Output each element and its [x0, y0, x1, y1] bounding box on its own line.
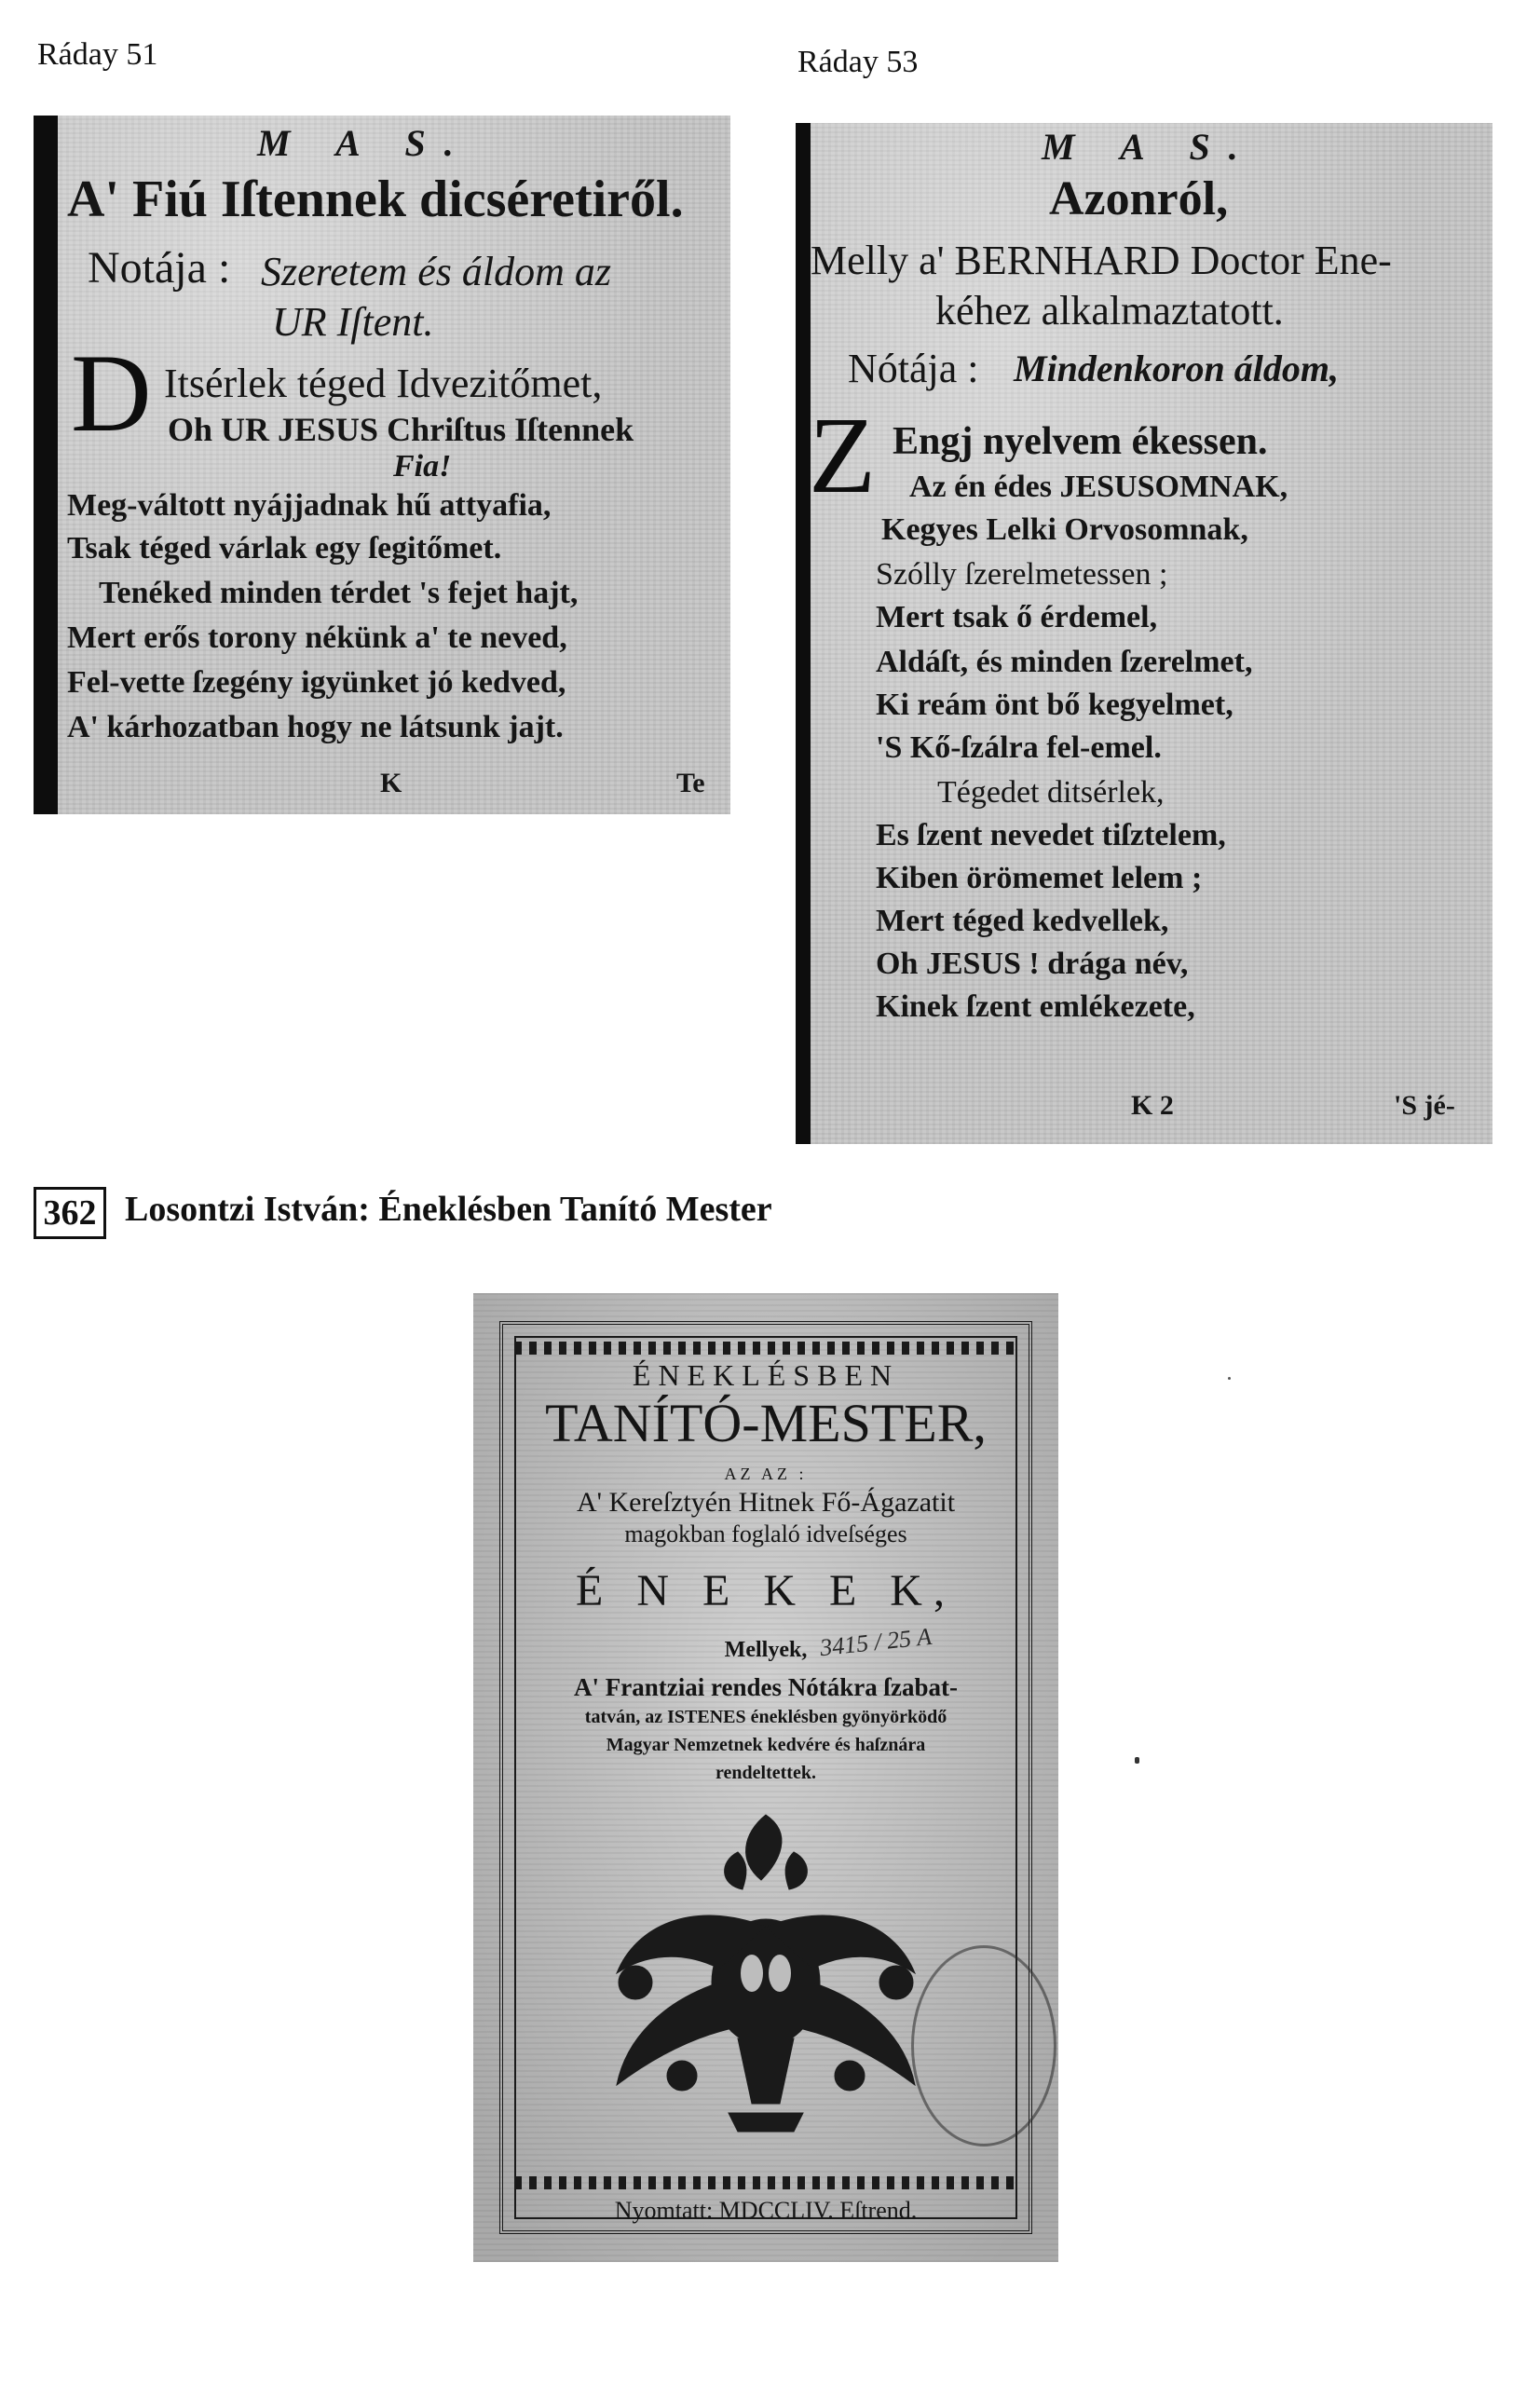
scan-left-page	[34, 116, 730, 814]
left-header: M A S.	[257, 122, 472, 164]
right-line-8: 'S Kő-ſzálra fel-emel.	[876, 730, 1162, 765]
right-line-9: Tégedet ditsérlek,	[937, 775, 1165, 810]
right-line-5: Mert tsak ő érdemel,	[876, 600, 1158, 634]
tp-imprint: Nyomtatt: MDCCLIV. Eſtrend.	[614, 2197, 918, 2224]
right-line-6: Aldáſt, és minden ſzerelmet,	[876, 645, 1253, 679]
right-line-12: Mert téged kedvellek,	[876, 904, 1169, 938]
item-heading: Losontzi István: Éneklésben Tanító Mester	[125, 1190, 772, 1229]
tp-line-8: A' Frantziai rendes Nótákra ſzabat-	[574, 1673, 958, 1701]
tp-line-3: AZ AZ :	[724, 1465, 808, 1483]
left-line-2: Oh UR JESUS Chriſtus Iſtennek	[168, 411, 634, 448]
left-line-4: Meg-váltott nyájjadnak hű attyafia,	[67, 488, 552, 523]
library-stamp	[911, 1945, 1056, 2146]
tp-line-4: A' Kereſztyén Hitnek Fő-Ágazatit	[576, 1487, 956, 1518]
right-subtitle-1: Melly a' BERNHARD Doctor Ene-	[811, 238, 1392, 283]
tp-line-6: É N E K E K,	[576, 1566, 956, 1615]
floral-ornament-illustration	[579, 1796, 952, 2150]
speck-dot	[1228, 1377, 1231, 1380]
left-tune-label: Notája :	[88, 243, 231, 293]
tp-line-1: ÉNEKLÉSBEN	[632, 1358, 900, 1392]
left-tune-name: Szeretem és áldom az	[261, 249, 611, 294]
tp-line-9: tatván, az ISTENES éneklésben gyönyörködő	[584, 1707, 947, 1727]
right-header: M A S.	[1042, 126, 1257, 168]
tp-line-11: rendeltettek.	[715, 1763, 816, 1783]
left-line-7: Mert erős torony nékünk a' te neved,	[67, 620, 567, 655]
tp-line-7: Mellyek,	[724, 1638, 808, 1662]
right-title: Azonról,	[1049, 172, 1229, 225]
title-page-scan	[473, 1293, 1058, 2262]
left-drop-cap: D	[71, 331, 152, 455]
right-line-2: Az én édes JESUSOMNAK,	[909, 470, 1288, 504]
item-number-box: 362	[34, 1187, 106, 1239]
right-tune-label: Nótája :	[848, 346, 979, 391]
left-line-5: Tsak téged várlak egy ſegitőmet.	[67, 531, 502, 566]
tp-line-10: Magyar Nemzetnek kedvére és haſznára	[606, 1735, 926, 1755]
right-line-13: Oh JESUS ! drága név,	[876, 947, 1189, 981]
right-line-11: Kiben örömemet lelem ;	[876, 861, 1203, 895]
left-line-6: Tenéked minden térdet 's fejet hajt,	[99, 576, 579, 610]
caption-radary-51: Ráday 51	[37, 37, 158, 72]
left-line-3: Fia!	[393, 449, 452, 484]
right-subtitle-2: kéhez alkalmaztatott.	[935, 288, 1284, 334]
right-line-10: Es ſzent nevedet tiſztelem,	[876, 818, 1226, 852]
left-footer-catchword: Te	[676, 768, 705, 798]
right-line-14: Kinek ſzent emlékezete,	[876, 989, 1195, 1024]
caption-radary-53: Ráday 53	[797, 45, 919, 79]
scan-right-page	[796, 123, 1492, 1144]
right-tune-name: Mindenkoron áldom,	[1014, 348, 1339, 389]
left-title: A' Fiú Iſtennek dicséretiről.	[67, 170, 684, 228]
left-footer-signature: K	[380, 768, 402, 798]
right-footer-signature: K 2	[1131, 1090, 1174, 1121]
right-line-1: Engj nyelvem ékessen.	[893, 420, 1268, 463]
left-line-1: Itsérlek téged Idvezitőmet,	[164, 361, 603, 406]
tp-handwritten-shelfmark: 3415 / 25 A	[818, 1622, 934, 1662]
speck-dot	[1135, 1757, 1139, 1764]
left-line-8: Fel-vette ſzegény igyünket jó kedved,	[67, 665, 566, 700]
right-line-3: Kegyes Lelki Orvosomnak,	[881, 512, 1248, 547]
tp-line-2: TANÍTÓ-MESTER,	[545, 1393, 987, 1453]
left-line-9: A' kárhozatban hogy ne látsunk jajt.	[67, 710, 564, 744]
right-line-4: Szólly ſzerelmetessen ;	[876, 557, 1168, 592]
right-footer-catchword: 'S jé-	[1394, 1090, 1455, 1121]
left-tune-name-2: UR Iſtent.	[272, 299, 434, 345]
tp-line-5: magokban foglaló idveſséges	[624, 1520, 907, 1547]
right-line-7: Ki reám önt bő kegyelmet,	[876, 688, 1233, 722]
right-drop-cap: Z	[809, 394, 877, 516]
